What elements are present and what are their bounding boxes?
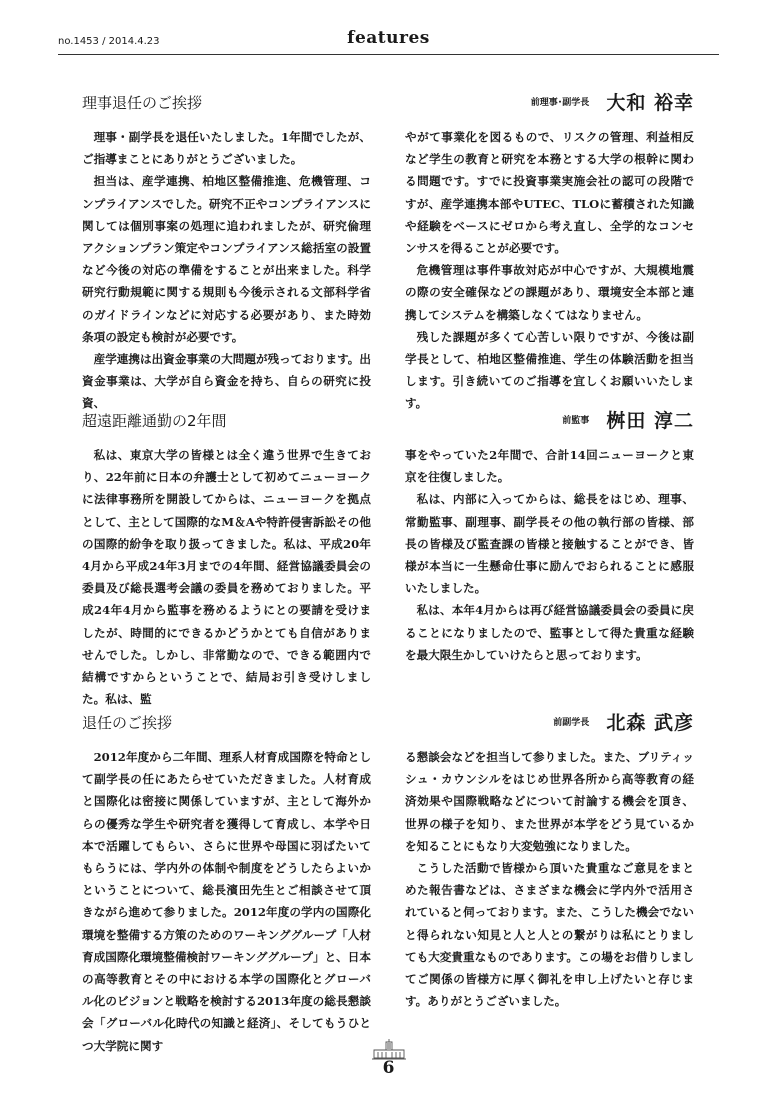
left-column bbox=[82, 746, 371, 1057]
paragraph: こうした活動で皆様から頂いた貴重なご意見をまとめた報告書などは、さまざまな機会に学内外で活用されていると伺っております。また、こうした機会でないと得られない知見と人と人との繋がりは私にとりましても大変貴重なものであります。この場をお借りしましてご関係の皆様方に厚く御礼を申し上げたいと存じます。ありがとうございました。 bbox=[405, 861, 694, 1009]
paragraph: 危機管理は事件事故対応が中心ですが、大規模地震の際の安全確保などの課題があり、環境安全本部と連携してシステムを構築しなくてはなりません。 bbox=[405, 263, 694, 322]
author bbox=[553, 708, 694, 735]
author-name: 桝田 淳二 bbox=[606, 410, 694, 432]
paragraph: 事をやっていた2年間で、合計14回ニューヨークと東京を往復しました。 bbox=[405, 448, 694, 485]
paragraph: 私は、東京大学の皆様とは全く違う世界で生きており、22年前に日本の弁護士として初めてニューヨークに法律事務所を開設してからは、ニューヨークを拠点として、主として国際的なM＆Aや特許侵害訴訟その他の国際的紛争を取り扱ってきました。私は、平成20年4月から平成24年3月までの4年間、経営協議委員会の委員及び総長選考会議の委員を務めておりました。平成24年4月から監事を務めるようにとの要請を受けましたが、時間的にできるかどうかとても自信がありませんでした。しかし、非常勤なので、できる範囲内で結構ですからということで、結局お引き受けしました。私は、監 bbox=[82, 448, 371, 707]
article-long-commute-masuda bbox=[82, 410, 694, 707]
right-column bbox=[405, 126, 694, 415]
left-column bbox=[82, 126, 371, 415]
author bbox=[562, 406, 694, 433]
paragraph: やがて事業化を図るもので、リスクの管理、利益相反など学生の教育と研究を本務とする大学の根幹に関わる問題です。すでに投資事業実施会社の認可の段階ですが、産学連携本部やUTEC、TLOに蓄積された知識や経験をベースにゼロから考え直し、全学的なコンセンサスを得ることが必要です。 bbox=[405, 130, 694, 256]
yasuda-auditorium-icon bbox=[370, 1038, 408, 1060]
author-role: 前理事･副学長 bbox=[530, 98, 590, 108]
article-title: 超遠距離通勤の2年間 bbox=[82, 412, 227, 430]
article-title: 退任のご挨拶 bbox=[82, 714, 173, 732]
paragraph: 私は、本年4月からは再び経営協議委員会の委員に戻ることになりましたので、監事として得た貴重な経験を最大限生かしていけたらと思っております。 bbox=[405, 603, 694, 662]
paragraph: 担当は、産学連携、柏地区整備推進、危機管理、コンプライアンスでした。研究不正やコンプライアンスに関しては個別事案の処理に追われましたが、研究倫理アクションプラン策定やコンプライアンス総括室の設置など今後の対応の準備をすることが出来ました。科学研究行動規範に関する規則も今後示される文部科学省のガイドラインなどに対応する必要があり、また時効条項の設定も検討が必要です。 bbox=[82, 174, 371, 344]
right-column bbox=[405, 444, 694, 666]
article-retirement-kitamori bbox=[82, 712, 694, 1053]
paragraph: 2012年度から二年間、理系人材育成国際を特命として副学長の任にあたらせていただきました。人材育成と国際化は密接に関係していますが、主として海外からの優秀な学生や研究者を獲得して育成し、本学や日本で活躍してもらい、さらに世界や母国に羽ばたいてもらうには、学内外の体制や制度をどうしたらよいかということについて、総長濱田先生とご相談させて頂きながら進めて参りました。2012年度の学内の国際化環境を整備する方策のためのワーキンググループ「人材育成国際化環境整備検討ワーキンググループ」と、日本の高等教育とその中における本学の国際化とグローバル化のビジョンと戦略を検討する2013年度の総長懇談会「グローバル化時代の知識と経済」、そしてもうひとつ大学院に関す bbox=[82, 750, 371, 1053]
author bbox=[531, 88, 694, 115]
paragraph: 理事・副学長を退任いたしました。1年間でしたが、ご指導まことにありがとうございました。 bbox=[82, 130, 371, 167]
left-column bbox=[82, 444, 371, 710]
header-issue: no.1453 / 2014.4.23 bbox=[58, 36, 160, 47]
paragraph: 産学連携は出資金事業の大問題が残っております。出資金事業は、大学が自ら資金を持ち、自らの研究に投資、 bbox=[82, 352, 371, 411]
paragraph: 残した課題が多くて心苦しい限りですが、今後は副学長として、柏地区整備推進、学生の体験活動を担当します。引き続いてのご指導を宜しくお願いいたします。 bbox=[405, 329, 694, 411]
paragraph: 私は、内部に入ってからは、総長をはじめ、理事、常勤監事、副理事、副学長その他の執行部の皆様、部長の皆様及び監査課の皆様と接触することができ、皆様が本当に一生懸命仕事に励んでおられることに感服いたしました。 bbox=[405, 492, 694, 596]
author-name: 大和 裕幸 bbox=[606, 92, 694, 114]
author-role: 前監事 bbox=[562, 416, 590, 426]
article-retirement-yamato bbox=[82, 92, 694, 411]
author-role: 前副学長 bbox=[553, 718, 590, 728]
header-rule bbox=[58, 54, 719, 55]
header-title: features bbox=[347, 28, 430, 48]
right-column bbox=[405, 746, 694, 1012]
paragraph: る懇談会などを担当して参りました。また、ブリティッシュ・カウンシルをはじめ世界各所から高等教育の経済効果や国際戦略などについて討論する機会を頂き、世界の様子を知り、また世界が本学をどう見ているかを知ることにもなり大変勉強になりました。 bbox=[405, 750, 694, 853]
article-title: 理事退任のご挨拶 bbox=[82, 94, 203, 112]
page-number: 6 bbox=[382, 1058, 395, 1078]
author-name: 北森 武彦 bbox=[606, 712, 694, 734]
